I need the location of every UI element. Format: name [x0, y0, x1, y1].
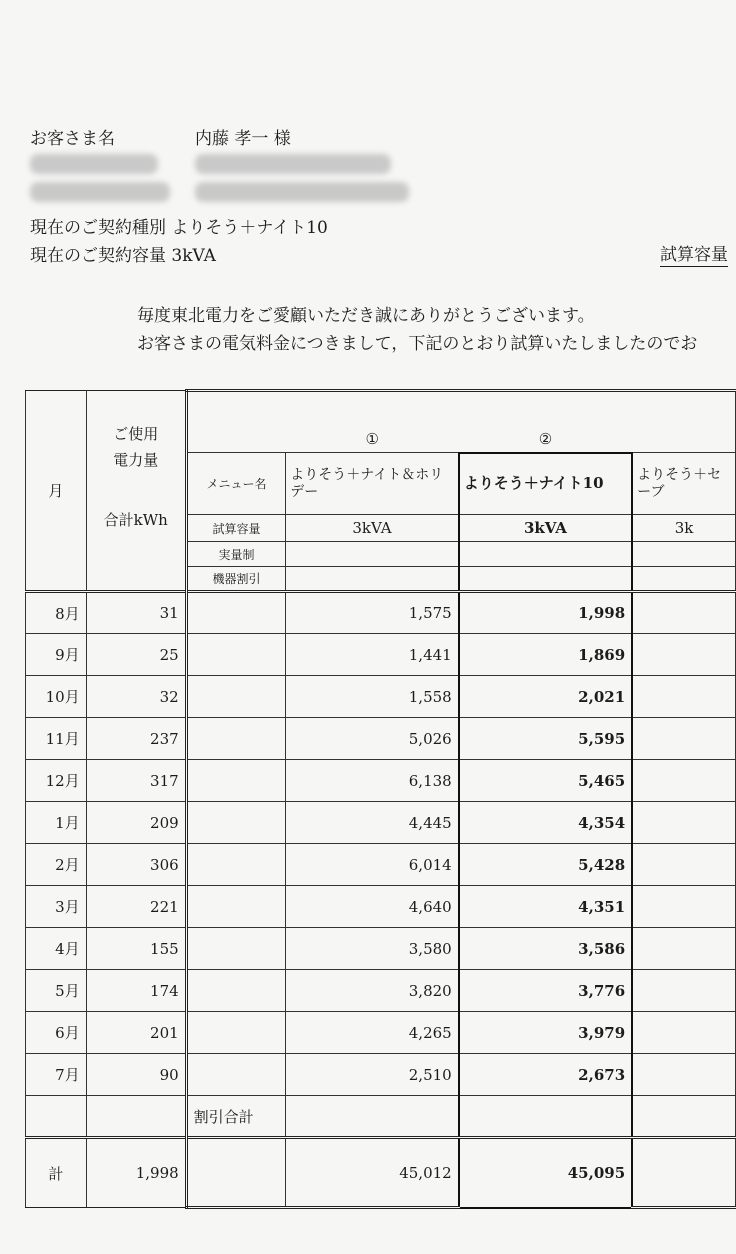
table-row: [26, 634, 736, 676]
row-plan-2: 3,979: [459, 1012, 632, 1054]
table-row: [26, 802, 736, 844]
table-row: [26, 928, 736, 970]
usage-header: [86, 391, 186, 592]
row-plan-3: [632, 928, 735, 970]
row-plan-2: 5,465: [459, 760, 632, 802]
table-row: [26, 970, 736, 1012]
contract-type: 現在のご契約種別 よりそう＋ナイト10: [30, 218, 328, 238]
menu-name-label: メニュー名: [186, 453, 286, 515]
row-discount-cell: [186, 676, 286, 718]
plan-1-number: ①: [286, 391, 459, 453]
redacted-block: [30, 154, 158, 174]
row-kwh: 25: [86, 634, 186, 676]
plan-1-discount: [286, 567, 459, 592]
row-kwh: 306: [86, 844, 186, 886]
row-discount-cell: [186, 1054, 286, 1096]
row-kwh: 32: [86, 676, 186, 718]
contract-capacity: 現在のご契約容量 3kVA: [30, 246, 216, 266]
plan-2-discount: [459, 567, 632, 592]
row-discount-cell: [186, 1012, 286, 1054]
total-label: 計: [26, 1138, 87, 1208]
row-plan-1: 4,265: [286, 1012, 459, 1054]
row-plan-3: [632, 886, 735, 928]
row-kwh: 90: [86, 1054, 186, 1096]
discount-total-plan-1: [286, 1096, 459, 1138]
row-kwh: 237: [86, 718, 186, 760]
row-discount-cell: [186, 844, 286, 886]
redacted-block: [30, 182, 170, 202]
row-discount-cell: [186, 592, 286, 634]
actual-measure-label: 実量制: [186, 542, 286, 567]
row-kwh: 201: [86, 1012, 186, 1054]
row-discount-cell: [186, 928, 286, 970]
plan-3-discount: [632, 567, 735, 592]
row-plan-3: [632, 718, 735, 760]
row-plan-1: 1,441: [286, 634, 459, 676]
row-kwh: 31: [86, 592, 186, 634]
header-corner: [186, 391, 286, 453]
plan-2-name: よりそう＋ナイト10: [459, 453, 632, 515]
row-plan-1: 5,026: [286, 718, 459, 760]
row-plan-1: 2,510: [286, 1054, 459, 1096]
row-month: 7月: [26, 1054, 87, 1096]
row-plan-3: [632, 844, 735, 886]
row-plan-2: 4,351: [459, 886, 632, 928]
row-month: 10月: [26, 676, 87, 718]
row-plan-1: 6,138: [286, 760, 459, 802]
row-plan-2: 3,776: [459, 970, 632, 1012]
discount-total-plan-3: [632, 1096, 735, 1138]
usage-header-line-2: 電力量: [113, 451, 159, 469]
row-kwh: 317: [86, 760, 186, 802]
total-plan-1: 45,012: [286, 1138, 459, 1208]
row-month: 12月: [26, 760, 87, 802]
row-discount-cell: [186, 802, 286, 844]
row-month: 5月: [26, 970, 87, 1012]
discount-total-label: 割引合計: [186, 1096, 286, 1138]
table-row: [26, 676, 736, 718]
greeting-line-2: お客さまの電気料金につきまして，下記のとおり試算いたしましたのでお: [137, 334, 698, 354]
row-plan-1: 3,580: [286, 928, 459, 970]
fee-comparison-table: [25, 389, 736, 1209]
table-row: [26, 760, 736, 802]
row-discount-cell: [186, 634, 286, 676]
redacted-block: [195, 154, 391, 174]
row-month: 2月: [26, 844, 87, 886]
row-month: 3月: [26, 886, 87, 928]
row-plan-3: [632, 676, 735, 718]
table-row: [26, 844, 736, 886]
discount-total-plan-2: [459, 1096, 632, 1138]
plan-2-number: ②: [459, 391, 632, 453]
row-month: 11月: [26, 718, 87, 760]
row-plan-3: [632, 970, 735, 1012]
plan-number-row: [26, 391, 736, 453]
customer-name-label: お客さま名: [30, 129, 115, 149]
device-discount-label: 機器割引: [186, 567, 286, 592]
row-plan-3: [632, 802, 735, 844]
row-month: 1月: [26, 802, 87, 844]
row-plan-2: 5,428: [459, 844, 632, 886]
plan-1-capacity: 3kVA: [286, 515, 459, 542]
greeting-line-1: 毎度東北電力をご愛顧いただき誠にありがとうございます。: [137, 306, 595, 326]
row-plan-1: 3,820: [286, 970, 459, 1012]
row-plan-3: [632, 634, 735, 676]
row-kwh: 155: [86, 928, 186, 970]
table-row: [26, 886, 736, 928]
table-row: [26, 1054, 736, 1096]
row-plan-3: [632, 760, 735, 802]
row-month: 4月: [26, 928, 87, 970]
row-kwh: 174: [86, 970, 186, 1012]
table-row: [26, 592, 736, 634]
plan-3-actual: [632, 542, 735, 567]
total-discount-cell: [186, 1138, 286, 1208]
plan-2-capacity: 3kVA: [459, 515, 632, 542]
row-plan-1: 1,558: [286, 676, 459, 718]
row-plan-1: 4,640: [286, 886, 459, 928]
row-plan-2: 3,586: [459, 928, 632, 970]
row-plan-3: [632, 1012, 735, 1054]
row-plan-2: 1,998: [459, 592, 632, 634]
row-plan-2: 4,354: [459, 802, 632, 844]
usage-header-line-1: ご使用: [113, 425, 159, 443]
row-plan-3: [632, 1054, 735, 1096]
row-plan-2: 5,595: [459, 718, 632, 760]
row-plan-2: 1,869: [459, 634, 632, 676]
customer-name-value: 内藤 孝一 様: [195, 129, 291, 149]
table-row: [26, 1012, 736, 1054]
row-plan-1: 6,014: [286, 844, 459, 886]
row-discount-cell: [186, 886, 286, 928]
row-month: 8月: [26, 592, 87, 634]
total-row: [26, 1138, 736, 1208]
total-plan-3: [632, 1138, 735, 1208]
plan-3-capacity: 3k: [632, 515, 735, 542]
plan-3-number: [632, 391, 735, 453]
discount-total-kwh-cell: [86, 1096, 186, 1138]
plan-1-actual: [286, 542, 459, 567]
plan-3-name: よりそう＋セーブ: [632, 453, 735, 515]
row-month: 9月: [26, 634, 87, 676]
trial-capacity-row-label: 試算容量: [186, 515, 286, 542]
row-kwh: 209: [86, 802, 186, 844]
discount-total-row: [26, 1096, 736, 1138]
trial-capacity-label: 試算容量: [660, 240, 728, 267]
row-plan-2: 2,673: [459, 1054, 632, 1096]
month-header: 月: [26, 391, 87, 592]
usage-unit: 合計kWh: [103, 511, 168, 529]
row-plan-1: 4,445: [286, 802, 459, 844]
plan-1-name: よりそう＋ナイト＆ホリデー: [286, 453, 459, 515]
row-kwh: 221: [86, 886, 186, 928]
table-row: [26, 718, 736, 760]
row-plan-2: 2,021: [459, 676, 632, 718]
total-kwh: 1,998: [86, 1138, 186, 1208]
row-discount-cell: [186, 970, 286, 1012]
row-discount-cell: [186, 760, 286, 802]
plan-2-actual: [459, 542, 632, 567]
row-discount-cell: [186, 718, 286, 760]
row-month: 6月: [26, 1012, 87, 1054]
total-plan-2: 45,095: [459, 1138, 632, 1208]
row-plan-1: 1,575: [286, 592, 459, 634]
redacted-block: [195, 182, 409, 202]
row-plan-3: [632, 592, 735, 634]
discount-total-month-cell: [26, 1096, 87, 1138]
